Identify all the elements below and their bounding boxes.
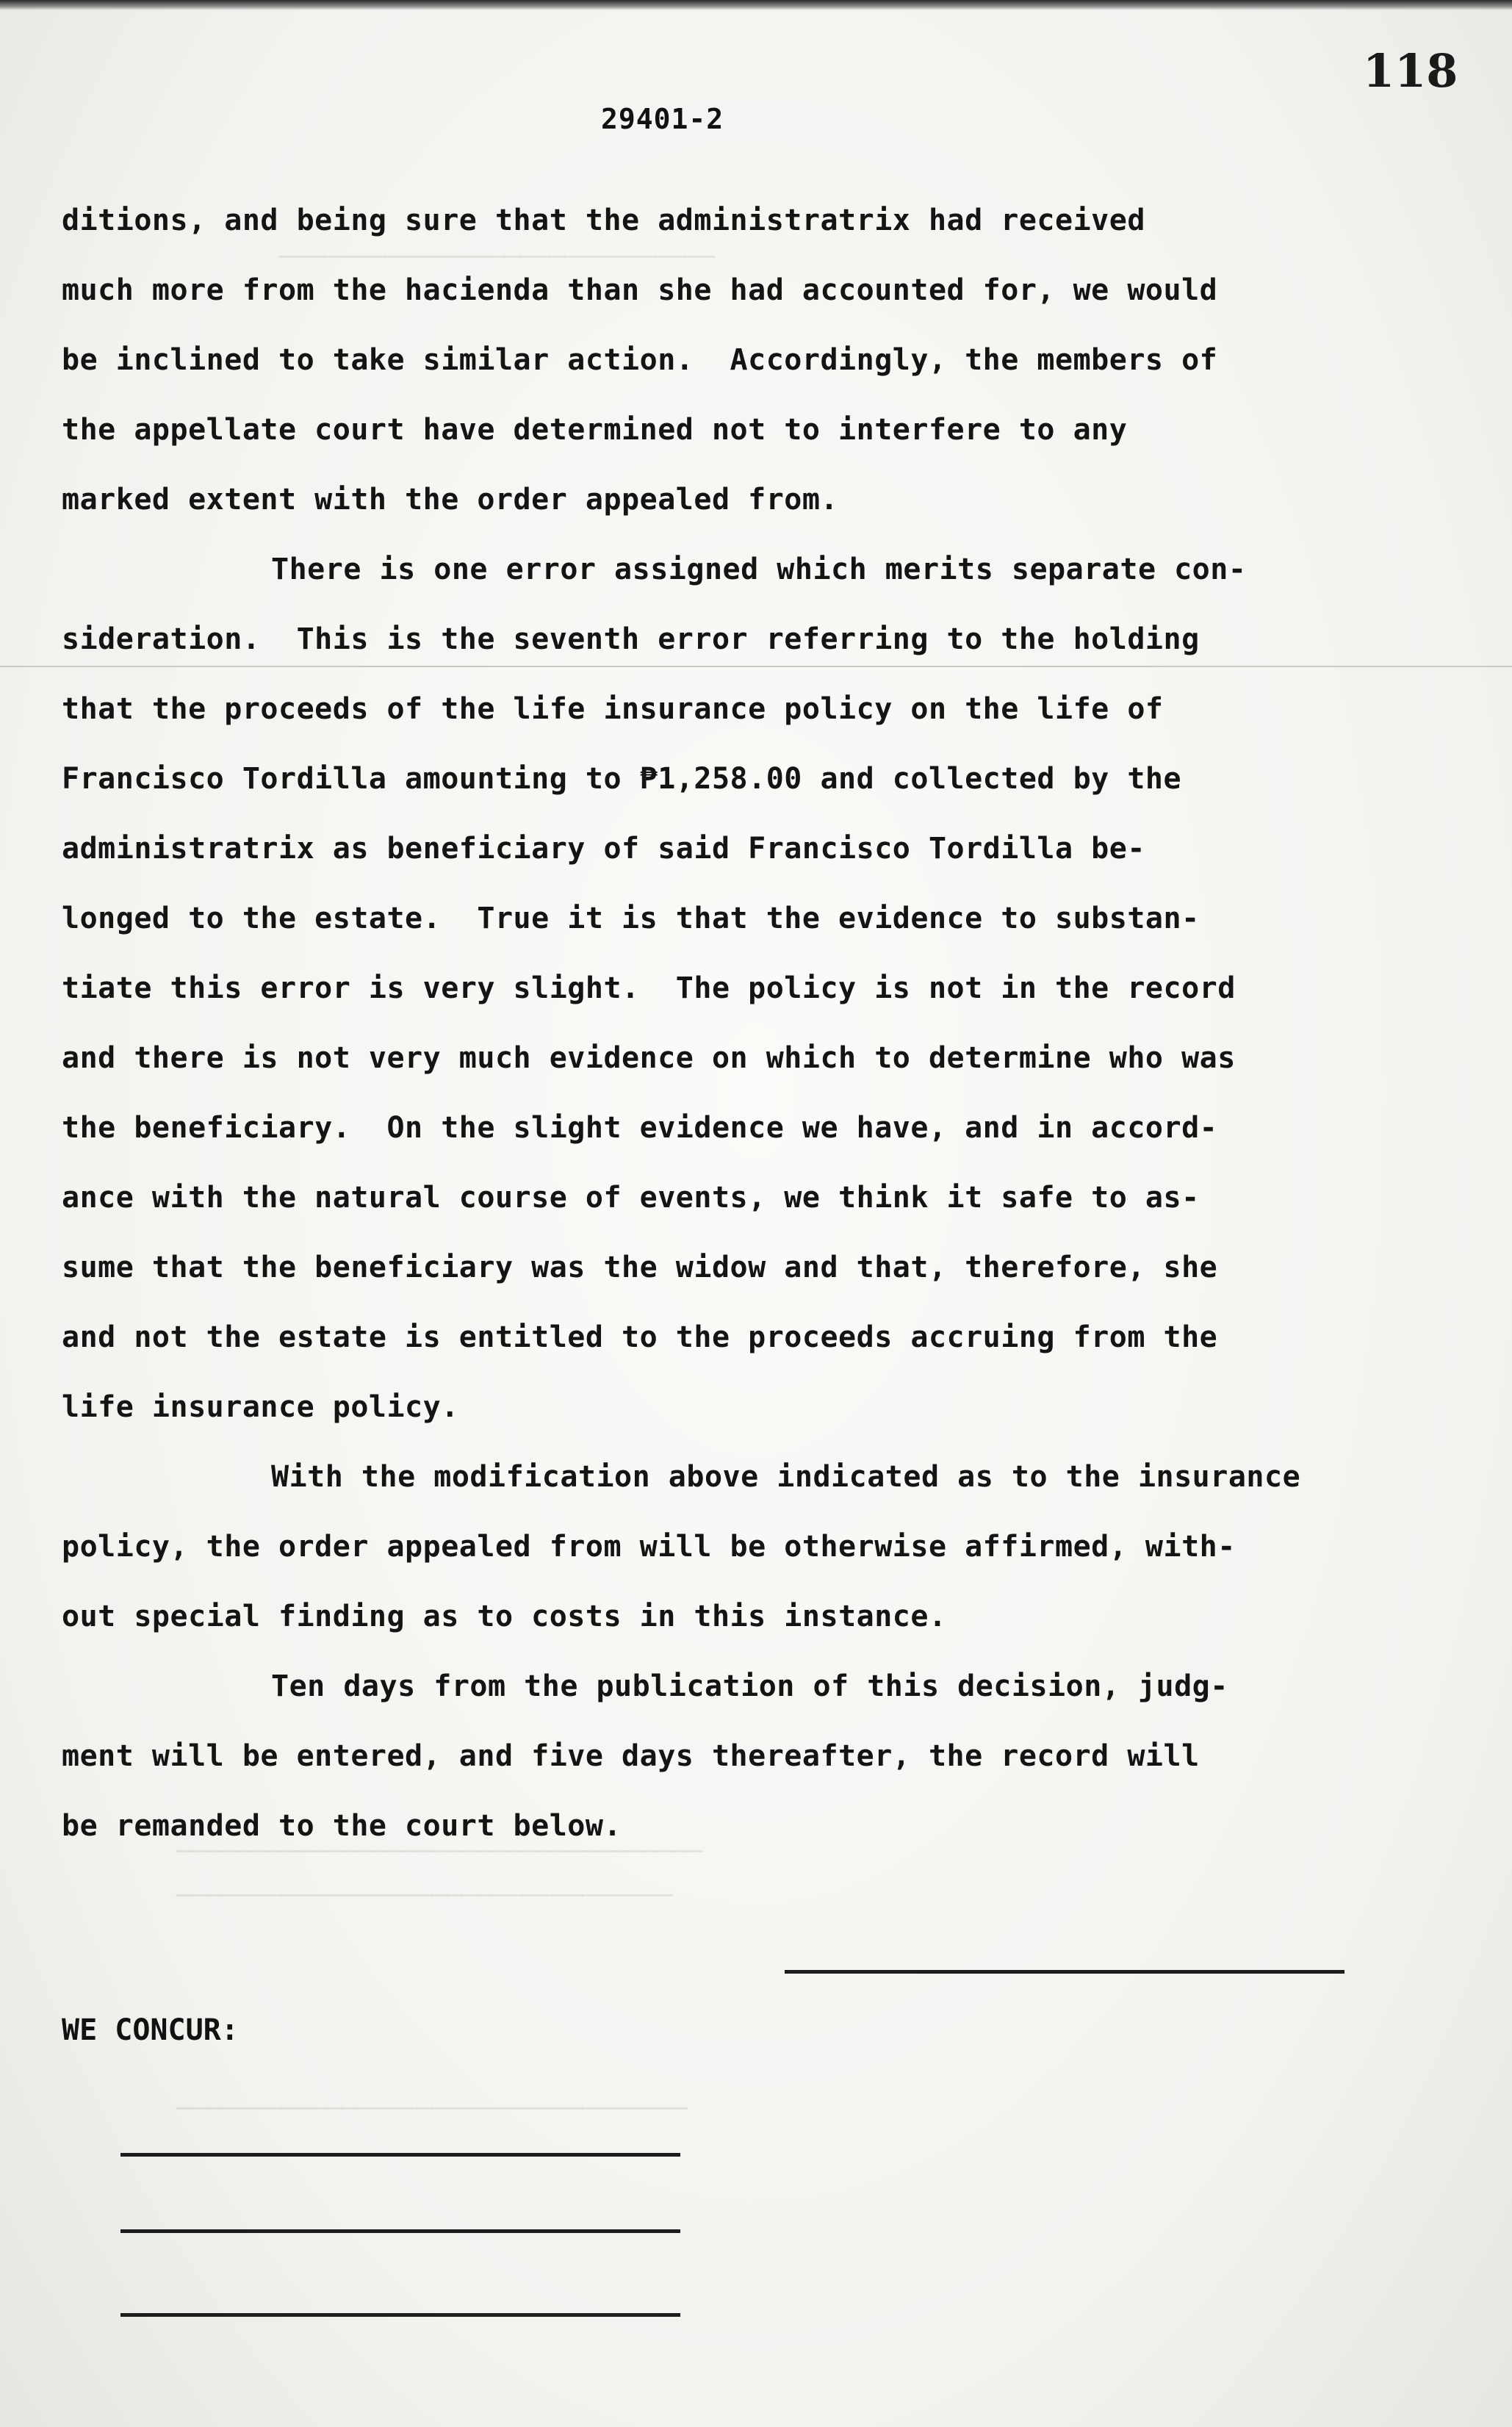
text-line: much more from the hacienda than she had accounted for, we would bbox=[62, 273, 1218, 307]
text-line: be remanded to the court below. bbox=[62, 1809, 622, 1843]
text-line: There is one error assigned which merits separate con- bbox=[271, 553, 1247, 586]
text-line: marked extent with the order appealed from. bbox=[62, 483, 839, 517]
concur-label: WE CONCUR: bbox=[62, 2013, 239, 2047]
case-number: 29401-2 bbox=[601, 103, 724, 135]
concurring-signature-line bbox=[120, 2313, 680, 2317]
text-line: life insurance policy. bbox=[62, 1390, 459, 1424]
text-line: administratrix as beneficiary of said Francisco Tordilla be- bbox=[62, 832, 1145, 866]
concurring-signature-line bbox=[120, 2229, 680, 2233]
scan-top-edge bbox=[0, 0, 1512, 10]
bleed-through-mark: ───────────────────────────────── bbox=[176, 1881, 673, 1910]
text-line: longed to the estate. True it is that the evidence to substan- bbox=[62, 902, 1200, 935]
text-line: sideration. This is the seventh error referring to the holding bbox=[62, 622, 1200, 656]
text-line: be inclined to take similar action. Accordingly, the members of bbox=[62, 343, 1218, 377]
text-line: Francisco Tordilla amounting to ₱1,258.00 and collected by the bbox=[62, 762, 1182, 796]
text-line: and there is not very much evidence on which to determine who was bbox=[62, 1041, 1236, 1075]
text-line: that the proceeds of the life insurance policy on the life of bbox=[62, 692, 1164, 726]
text-line: ment will be entered, and five days thereafter, the record will bbox=[62, 1739, 1200, 1773]
page-number: 118 bbox=[1363, 44, 1458, 98]
text-line: out special finding as to costs in this instance. bbox=[62, 1600, 947, 1633]
text-line: and not the estate is entitled to the proceeds accruing from the bbox=[62, 1320, 1218, 1354]
text-line: With the modification above indicated as to the insurance bbox=[271, 1460, 1301, 1494]
bleed-through-mark: ────────────────────────────────── bbox=[176, 2094, 688, 2124]
author-signature-line bbox=[785, 1970, 1344, 1974]
decision-body bbox=[62, 198, 1472, 1874]
text-line: ance with the natural course of events, we think it safe to as- bbox=[62, 1181, 1200, 1215]
text-line: sume that the beneficiary was the widow and that, therefore, she bbox=[62, 1251, 1218, 1284]
text-line: Ten days from the publication of this decision, judg- bbox=[271, 1669, 1228, 1703]
text-line: the appellate court have determined not to interfere to any bbox=[62, 413, 1128, 447]
text-line: the beneficiary. On the slight evidence we have, and in accord- bbox=[62, 1111, 1218, 1145]
text-line: policy, the order appealed from will be otherwise affirmed, with- bbox=[62, 1530, 1236, 1564]
bleed-through-mark: ─────────────────────────────────── bbox=[176, 1837, 703, 1866]
bleed-through-mark: ───────────────────────────── bbox=[279, 242, 716, 272]
text-line: ditions, and being sure that the administratrix had received bbox=[62, 204, 1145, 237]
concurring-signature-line bbox=[120, 2153, 680, 2157]
text-line: tiate this error is very slight. The policy is not in the record bbox=[62, 971, 1236, 1005]
